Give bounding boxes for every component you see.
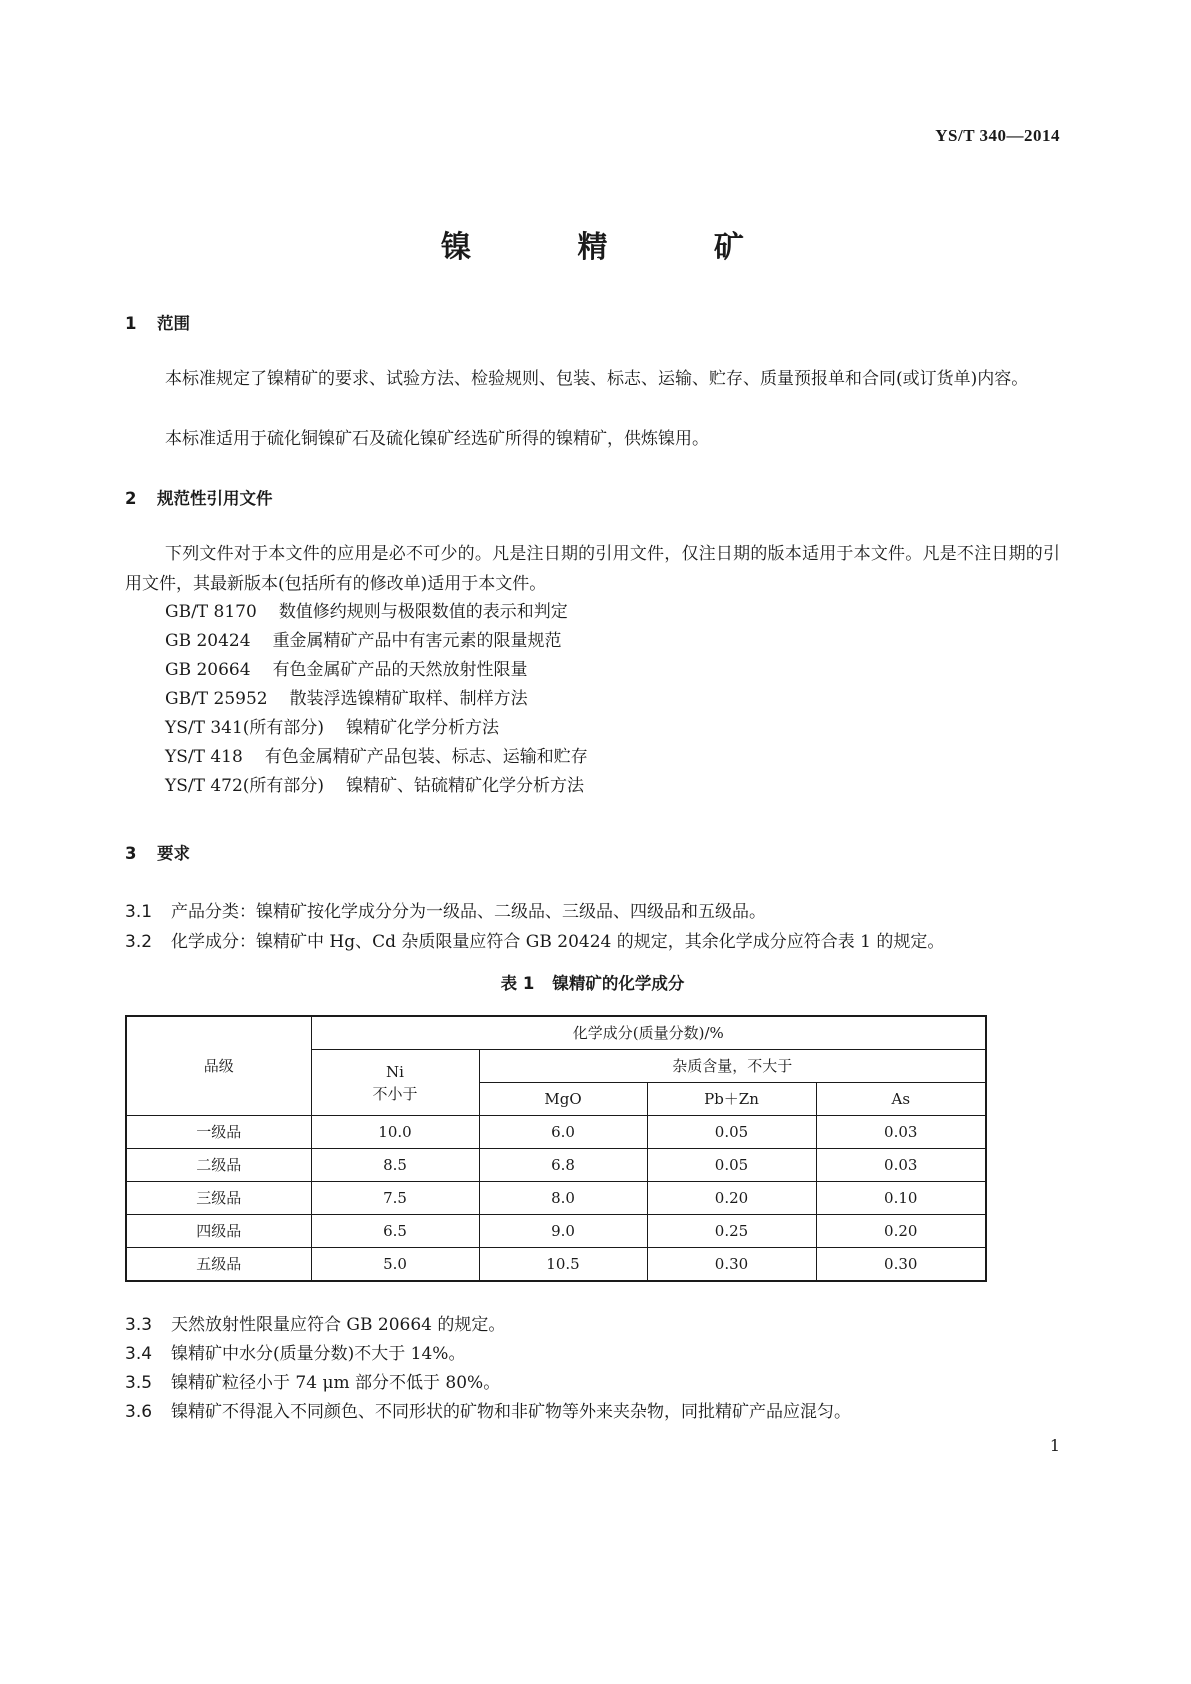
document-page — [125, 0, 1060, 1684]
table-1-caption — [125, 970, 1060, 994]
ni-header — [311, 1050, 479, 1116]
reference-code: GB 20664 — [165, 660, 251, 680]
mgo-cell: 9.0 — [479, 1215, 647, 1248]
scope-paragraph-1: 本标准规定了镍精矿的要求、试验方法、检验规则、包装、标志、运输、贮存、质量预报单和合同(或订货单)内容。 — [165, 369, 1029, 389]
mgo-cell: 6.8 — [479, 1149, 647, 1182]
pbzn-cell: 0.30 — [647, 1248, 816, 1282]
reference-title: 有色金属精矿产品包装、标志、运输和贮存 — [264, 747, 588, 767]
as-cell: 0.10 — [816, 1182, 986, 1215]
ni-header-limit: 不小于 — [372, 1084, 418, 1103]
table-row — [126, 1182, 986, 1215]
pbzn-cell: 0.05 — [647, 1116, 816, 1149]
section-title: 规范性引用文件 — [157, 489, 273, 508]
reference-code: YS/T 341(所有部分) — [165, 718, 325, 738]
reference-item — [165, 714, 588, 743]
table-row — [126, 1116, 986, 1149]
ni-cell: 7.5 — [311, 1182, 479, 1215]
grade-cell: 五级品 — [126, 1248, 311, 1282]
clause-3-1 — [125, 897, 766, 922]
clause-number: 3.5 — [125, 1373, 153, 1393]
ni-cell: 5.0 — [311, 1248, 479, 1282]
reference-item — [165, 743, 588, 772]
table-header-row — [126, 1016, 986, 1050]
table-row — [126, 1248, 986, 1282]
grade-cell: 三级品 — [126, 1182, 311, 1215]
grade-cell: 二级品 — [126, 1149, 311, 1182]
reference-code: GB/T 25952 — [165, 689, 268, 709]
standard-code: YS/T 340—2014 — [935, 126, 1060, 145]
table-label: 表 1 — [500, 974, 535, 993]
pbzn-cell: 0.25 — [647, 1215, 816, 1248]
grade-cell: 四级品 — [126, 1215, 311, 1248]
table-row — [126, 1215, 986, 1248]
reference-title: 镍精矿、钴硫精矿化学分析方法 — [346, 776, 585, 796]
reference-list — [165, 598, 588, 801]
clause-text: 镍精矿中水分(质量分数)不大于 14%。 — [171, 1344, 466, 1364]
section-number: 2 — [125, 489, 137, 508]
reference-code: GB 20424 — [165, 631, 251, 651]
ni-cell: 8.5 — [311, 1149, 479, 1182]
mgo-cell: 6.0 — [479, 1116, 647, 1149]
as-header: As — [816, 1083, 986, 1116]
clause-3-3 — [125, 1310, 505, 1335]
as-cell: 0.03 — [816, 1149, 986, 1182]
reference-title: 镍精矿化学分析方法 — [346, 718, 500, 738]
table-title: 镍精矿的化学成分 — [552, 974, 685, 993]
reference-title: 数值修约规则与极限数值的表示和判定 — [278, 602, 568, 622]
clause-text: 天然放射性限量应符合 GB 20664 的规定。 — [171, 1315, 506, 1335]
section-number: 1 — [125, 314, 137, 333]
clause-text: 产品分类：镍精矿按化学成分分为一级品、二级品、三级品、四级品和五级品。 — [171, 902, 766, 922]
mgo-cell: 8.0 — [479, 1182, 647, 1215]
section-2-heading — [125, 485, 273, 509]
grade-cell: 一级品 — [126, 1116, 311, 1149]
ni-header-symbol: Ni — [386, 1062, 404, 1081]
section-title: 要求 — [157, 844, 190, 863]
clause-text: 化学成分：镍精矿中 Hg、Cd 杂质限量应符合 GB 20424 的规定，其余化学成分应符合表 1 的规定。 — [171, 932, 945, 952]
clause-3-5 — [125, 1368, 500, 1393]
pbzn-header: Pb＋Zn — [647, 1083, 816, 1116]
grade-header: 品级 — [126, 1016, 311, 1116]
clause-3-2 — [125, 927, 944, 952]
as-cell: 0.20 — [816, 1215, 986, 1248]
reference-code: GB/T 8170 — [165, 602, 257, 622]
page-number: 1 — [1049, 1436, 1060, 1455]
composition-header: 化学成分(质量分数)/% — [311, 1016, 986, 1050]
reference-code: YS/T 418 — [165, 747, 243, 767]
reference-item — [165, 772, 588, 801]
pbzn-cell: 0.05 — [647, 1149, 816, 1182]
table-row — [126, 1149, 986, 1182]
impurity-header: 杂质含量，不大于 — [479, 1050, 986, 1083]
as-cell: 0.03 — [816, 1116, 986, 1149]
scope-paragraph-2: 本标准适用于硫化铜镍矿石及硫化镍矿经选矿所得的镍精矿，供炼镍用。 — [165, 429, 709, 449]
clause-text: 镍精矿粒径小于 74 μm 部分不低于 80%。 — [171, 1373, 501, 1393]
reference-title: 散装浮选镍精矿取样、制样方法 — [289, 689, 528, 709]
section-1-heading — [125, 310, 190, 334]
section-number: 3 — [125, 844, 137, 863]
mgo-header: MgO — [479, 1083, 647, 1116]
ni-cell: 10.0 — [311, 1116, 479, 1149]
reference-item — [165, 656, 588, 685]
clause-number: 3.6 — [125, 1402, 153, 1422]
section-title: 范围 — [157, 314, 190, 333]
clause-number: 3.2 — [125, 932, 153, 952]
references-intro: 下列文件对于本文件的应用是必不可少的。凡是注日期的引用文件，仅注日期的版本适用于本文件。凡是不注日期的引用文件，其最新版本(包括所有的修改单)适用于本文件。 — [125, 544, 1060, 594]
clause-number: 3.1 — [125, 902, 153, 922]
reference-item — [165, 685, 588, 714]
reference-title: 重金属精矿产品中有害元素的限量规范 — [272, 631, 562, 651]
document-title: 镍 精 矿 — [441, 230, 792, 265]
mgo-cell: 10.5 — [479, 1248, 647, 1282]
chemical-composition-table — [125, 1015, 987, 1282]
reference-item — [165, 598, 588, 627]
reference-item — [165, 627, 588, 656]
ni-cell: 6.5 — [311, 1215, 479, 1248]
reference-title: 有色金属矿产品的天然放射性限量 — [272, 660, 528, 680]
clause-number: 3.3 — [125, 1315, 153, 1335]
section-3-heading — [125, 840, 190, 864]
clause-text: 镍精矿不得混入不同颜色、不同形状的矿物和非矿物等外来夹杂物，同批精矿产品应混匀。 — [171, 1402, 851, 1422]
clause-3-4 — [125, 1339, 465, 1364]
clause-3-6 — [125, 1397, 851, 1422]
reference-code: YS/T 472(所有部分) — [165, 776, 325, 796]
as-cell: 0.30 — [816, 1248, 986, 1282]
clause-number: 3.4 — [125, 1344, 153, 1364]
pbzn-cell: 0.20 — [647, 1182, 816, 1215]
